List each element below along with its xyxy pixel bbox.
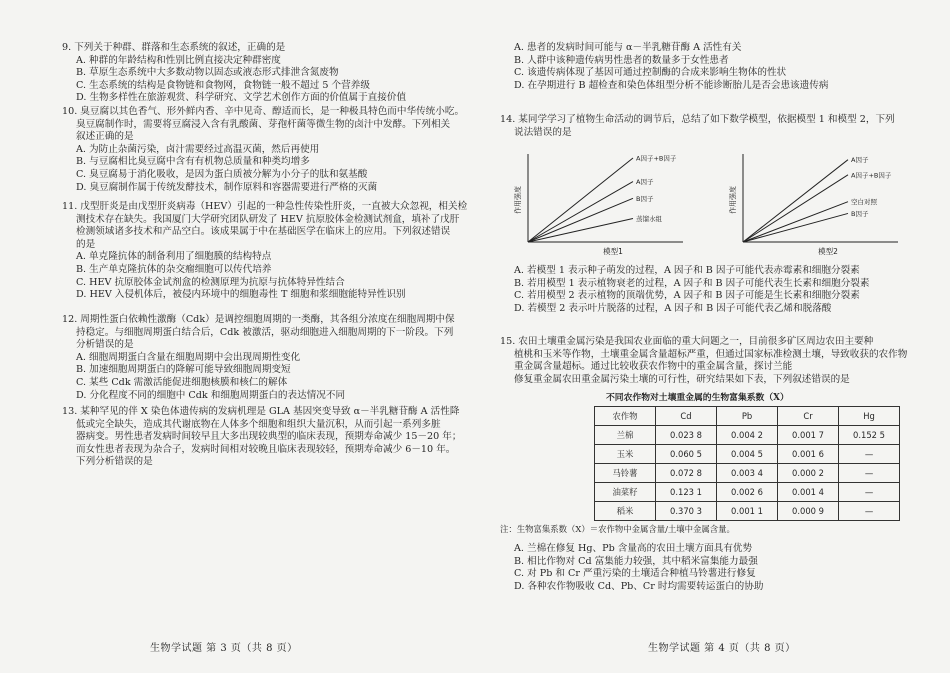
table-row	[595, 502, 900, 521]
table-header-cell: Hg	[839, 407, 900, 426]
question-stem: 持稳定。与细胞周期蛋白结合后，Cdk 被激活，驱动细胞进入细胞周期的下一阶段。下列	[76, 326, 454, 338]
page-footer: 生物学试题 第 4 页（共 8 页）	[648, 643, 796, 654]
question-stem: 叙述正确的是	[76, 131, 134, 143]
option-d: D. 生物多样性在旅游观赏、科学研究、文学艺术创作方面的价值属于直接价值	[76, 92, 407, 104]
series-line	[743, 213, 848, 242]
series-line	[743, 160, 848, 242]
question-stem: 的是	[76, 238, 96, 250]
table-cell: 稻米	[595, 502, 656, 521]
option-c: C. 若用模型 2 表示植物的顶端优势，A 因子和 B 因子可能是生长素和细胞分裂素	[514, 290, 860, 302]
question-stem: 器病变。男性患者发病时间较早且大多出现较典型的临床表现，预期寿命减少 15－20 年；	[76, 431, 462, 443]
table-cell: —	[839, 445, 900, 464]
option-b: B. 人群中该种遗传病男性患者的数量多于女性患者	[514, 54, 729, 66]
question-stem: 重金属含量超标。通过比较收获农作物中的重金属含量，探讨兰能	[514, 361, 793, 373]
question-9	[62, 42, 406, 105]
question-13	[62, 406, 461, 469]
table-cell: 0.370 3	[656, 502, 717, 521]
option-a: A. 若模型 1 表示种子萌发的过程，A 因子和 B 因子可能代表赤霉素和细胞分裂素	[514, 265, 860, 276]
right-page	[478, 0, 950, 673]
option-c: C. 某些 Cdk 需激活能促进细胞核膜和核仁的解体	[76, 376, 288, 388]
table-cell: —	[839, 502, 900, 521]
y-axis-label: 作用强度	[514, 186, 522, 214]
option-c: C. HEV 抗原胶体金试剂盒的检测原理为抗原与抗体特异性结合	[76, 276, 345, 288]
table-cell: 玉米	[595, 445, 656, 464]
question-stem: 10. 臭豆腐以其色香气、形外鲜内香、辛中见奇、醇适而长，是一种极具特色而中华传统小吃。	[62, 106, 465, 117]
table-cell: 0.001 7	[778, 426, 839, 445]
option-d: D. HEV 入侵机体后，被侵内环境中的细胞毒性 T 细胞和浆细胞能特异性识别	[76, 289, 406, 301]
page-footer: 生物学试题 第 3 页（共 8 页）	[150, 643, 298, 654]
table-header-row	[595, 407, 900, 426]
question-stem: 12. 周期性蛋白依赖性激酶（Cdk）是调控细胞周期的一类酶，其各组分浓度在细胞周期中保	[62, 314, 455, 325]
question-stem: 14. 某同学学习了植物生命活动的调节后，总结了如下数学模型，依据模型 1 和模型 2，下列	[500, 114, 895, 125]
option-d: D. 各种农作物吸收 Cd、Pb、Cr 时均需要转运蛋白的协助	[514, 580, 764, 592]
model-1-chart	[508, 150, 688, 260]
option-a: A. 为防止杂菌污染，卤汁需要经过高温灭菌，然后再使用	[76, 143, 320, 155]
option-a: A. 单克隆抗体的制备利用了细胞膜的结构特点	[76, 251, 272, 263]
question-stem: 下列分析错误的是	[76, 456, 153, 468]
series-label: A因子	[851, 156, 869, 165]
table-cell: 0.001 4	[778, 483, 839, 502]
question-15	[500, 336, 907, 386]
table-cell: 0.072 8	[656, 464, 717, 483]
series-line	[528, 158, 633, 242]
question-13-options	[500, 42, 828, 92]
series-line	[528, 218, 633, 242]
question-11	[62, 201, 467, 302]
question-stem: 9. 下列关于种群、群落和生态系统的叙述，正确的是	[62, 42, 286, 53]
model-2-chart	[723, 150, 903, 260]
option-d: D. 若模型 2 表示叶片脱落的过程，A 因子和 B 因子可能代表乙烯和脱落酸	[514, 302, 832, 314]
question-14-options	[500, 265, 869, 315]
table-header-cell: Cd	[656, 407, 717, 426]
option-d: D. 在孕期进行 B 超检查和染色体组型分析不能诊断胎儿是否会患该遗传病	[514, 79, 829, 91]
table-cell: 0.123 1	[656, 483, 717, 502]
question-14	[500, 114, 895, 139]
series-line	[743, 175, 848, 242]
table-cell: 0.004 2	[717, 426, 778, 445]
x-axis-label: 模型2	[818, 247, 838, 256]
table-row	[595, 483, 900, 502]
series-label: B因子	[851, 209, 869, 218]
question-10	[62, 106, 464, 194]
table-caption: 不同农作物对土壤重金属的生物富集系数（X）	[606, 393, 789, 403]
table-cell: 0.001 1	[717, 502, 778, 521]
option-a: A. 患者的发病时间可能与 α－半乳糖苷酶 A 活性有关	[514, 42, 742, 53]
option-c: C. 臭豆腐易于消化吸收，是因为蛋白质被分解为小分子的肽和氨基酸	[76, 168, 368, 180]
question-stem: 测技术存在缺失。我国厦门大学研究团队研发了 HEV 抗原胶体金检测试剂盒，填补了戊肝	[76, 213, 460, 225]
table-note: 注：生物富集系数（X）＝农作物中金属含量/土壤中金属含量。	[500, 524, 735, 534]
question-stem: 13. 某种罕见的伴 X 染色体遗传病的发病机理是 GLA 基因突变导致 α－半乳糖苷酶 A 活性降	[62, 406, 460, 417]
series-line	[528, 182, 633, 242]
table-header-cell: Pb	[717, 407, 778, 426]
table-cell: 0.000 9	[778, 502, 839, 521]
option-c: C. 生态系统的结构是食物链和食物网，食物链一般不超过 5 个营养级	[76, 79, 370, 91]
option-d: D. 分化程度不同的细胞中 Cdk 和细胞周期蛋白的表达情况不同	[76, 389, 346, 401]
series-label: 蒸馏水组	[636, 214, 662, 223]
option-b: B. 生产单克隆抗体的杂交瘤细胞可以传代培养	[76, 263, 272, 275]
table-cell: 马铃薯	[595, 464, 656, 483]
question-stem: 而女性患者表现为杂合子，发病时间相对较晚且临床表现较轻，预期寿命减少 6－10 年。	[76, 443, 456, 455]
table-header-cell: 农作物	[595, 407, 656, 426]
table-row	[595, 445, 900, 464]
table-cell: —	[839, 483, 900, 502]
series-label: B因子	[636, 194, 654, 203]
option-b: B. 与豆腐相比臭豆腐中含有有机物总质量和种类均增多	[76, 156, 310, 168]
question-stem: 说法错误的是	[514, 126, 572, 138]
table-row	[595, 464, 900, 483]
option-b: B. 相比作物对 Cd 富集能力较强，其中稻米富集能力最强	[514, 555, 758, 567]
option-a: A. 种群的年龄结构和性别比例直接决定种群密度	[76, 54, 281, 66]
bioaccumulation-table	[594, 406, 900, 521]
series-label: A因子	[636, 178, 654, 187]
question-stem: 11. 戊型肝炎是由戊型肝炎病毒（HEV）引起的一种急性传染性肝炎，一直被大众忽视，相关检	[62, 201, 468, 212]
series-line	[528, 198, 633, 242]
table-cell: 0.023 8	[656, 426, 717, 445]
question-stem: 臭豆腐制作时，需要将豆腐浸入含有乳酸菌、芽孢杆菌等微生物的卤汁中发酵。下列相关	[76, 118, 451, 130]
option-a: A. 细胞周期蛋白含量在细胞周期中会出现周期性变化	[76, 351, 301, 363]
series-label: A因子+B因子	[851, 171, 892, 180]
option-c: C. 对 Pb 和 Cr 严重污染的土壤适合种植马铃薯进行修复	[514, 568, 756, 580]
table-cell: 0.060 5	[656, 445, 717, 464]
option-a: A. 兰棉在修复 Hg、Pb 含量高的农田土壤方面具有优势	[514, 543, 753, 554]
question-stem: 植桃和玉米等作物，土壤重金属含量超标严重，但通过国家标准检测土壤，导致收获的农作物	[514, 348, 908, 360]
series-label: A因子+B因子	[636, 154, 677, 163]
question-stem: 分析错误的是	[76, 339, 134, 351]
question-15-options	[500, 543, 763, 593]
series-label: 空白对照	[851, 198, 877, 207]
question-stem: 修复重金属农田重金属污染土壤的可行性，研究结果如下表，下列叙述错误的是	[514, 373, 850, 385]
table-cell: 0.002 6	[717, 483, 778, 502]
table-cell: 油菜籽	[595, 483, 656, 502]
table-cell: —	[839, 464, 900, 483]
table-cell: 0.003 4	[717, 464, 778, 483]
table-cell: 0.152 5	[839, 426, 900, 445]
option-d: D. 臭豆腐制作属于传统发酵技术，制作原料和容器需要进行严格的灭菌	[76, 181, 378, 193]
option-b: B. 若用模型 1 表示植物衰老的过程，A 因子和 B 因子可能代表生长素和细胞分裂素	[514, 277, 870, 289]
series-line	[743, 202, 848, 242]
x-axis-label: 模型1	[603, 247, 623, 256]
table-cell: 0.004 5	[717, 445, 778, 464]
table-header-cell: Cr	[778, 407, 839, 426]
question-stem: 15. 农田土壤重金属污染是我国农业面临的重大问题之一，目前很多矿区周边农田主要种	[500, 336, 874, 347]
y-axis-label: 作用强度	[729, 186, 737, 214]
table-cell: 0.001 6	[778, 445, 839, 464]
table-cell: 兰棉	[595, 426, 656, 445]
option-c: C. 该遗传病体现了基因可通过控制酶的合成来影响生物体的性状	[514, 67, 787, 79]
table-row	[595, 426, 900, 445]
option-b: B. 草原生态系统中大多数动物以固态或液态形式排泄含氮废物	[76, 67, 339, 79]
table-cell: 0.000 2	[778, 464, 839, 483]
question-stem: 检测领域诸多技术和产品空白。该成果属于中在基础医学在临床上的应用。下列叙述错误	[76, 226, 451, 238]
question-12	[62, 314, 455, 402]
question-stem: 低或完全缺失，造成其代谢底物在人体多个细胞和组织大量沉积，从而引起一系列多脏	[76, 418, 441, 430]
option-b: B. 加速细胞周期蛋白的降解可能导致细胞周期变短	[76, 364, 291, 376]
